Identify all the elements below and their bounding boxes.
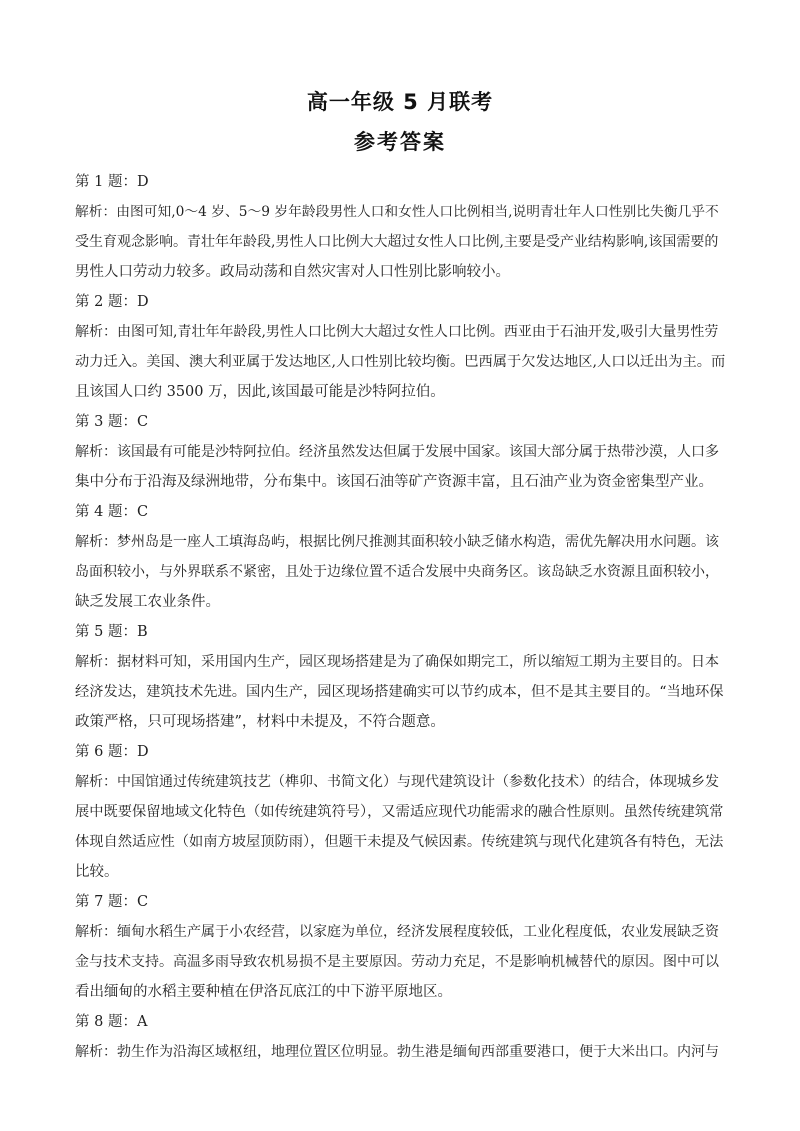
explanation-line: 经济发达，建筑技术先进。国内生产，园区现场搭建确实可以节约成本，但不是其主要目的。“当地环保 <box>75 684 724 700</box>
explanation-line: 男性人口劳动力较多。政局动荡和自然灾害对人口性别比影响较小。 <box>75 264 510 280</box>
explanation-line: 展中既要保留地域文化特色（如传统建筑符号），又需适应现代功能需求的融合性原则。虽然传统建筑常 <box>75 804 724 820</box>
explanation-line: 体现自然适应性（如南方坡屋顶防雨），但题干未提及气候因素。传统建筑与现代化建筑各有特色，无法 <box>75 834 724 850</box>
explanation-line: 解析：由图可知,青壮年年龄段,男性人口比例大大超过女性人口比例。西亚由于石油开发,吸引大量男性劳 <box>75 324 719 340</box>
answer-list <box>75 167 725 1067</box>
explanation-line: 动力迁入。美国、澳大利亚属于发达地区,人口性别比较均衡。巴西属于欠发达地区,人口以迁出为主。而 <box>75 354 725 370</box>
explanation-line: 看出缅甸的水稻主要种植在伊洛瓦底江的中下游平原地区。 <box>75 984 452 1000</box>
explanation-line: 解析：梦州岛是一座人工填海岛屿，根据比例尺推测其面积较小缺乏储水构造，需优先解决用水问题。该 <box>75 534 719 550</box>
explanation-line: 解析：据材料可知，采用国内生产，园区现场搭建是为了确保如期完工，所以缩短工期为主要目的。日本 <box>75 654 719 670</box>
explanation-line: 解析：勃生作为沿海区域枢纽，地理位置区位明显。勃生港是缅甸西部重要港口，便于大米出口。内河与 <box>75 1044 719 1060</box>
answer-item <box>75 407 725 497</box>
answer-item <box>75 497 725 617</box>
explanation-line: 比较。 <box>75 864 119 880</box>
answer-item <box>75 737 725 887</box>
explanation-line: 解析：由图可知,0～4 岁、5～9 岁年龄段男性人口和女性人口比例相当,说明青壮年人口性别比失衡几乎不 <box>75 204 719 220</box>
question-number: 第 1 题：D <box>75 174 149 190</box>
question-number: 第 8 题：A <box>75 1014 148 1030</box>
explanation-line: 解析：该国最有可能是沙特阿拉伯。经济虽然发达但属于发展中国家。该国大部分属于热带沙漠，人口多 <box>75 444 719 460</box>
explanation-line: 解析：缅甸水稻生产属于小农经营，以家庭为单位，经济发展程度较低，工业化程度低，农业发展缺乏资 <box>75 924 719 940</box>
page-subtitle: 参考答案 <box>354 130 446 154</box>
explanation-line: 政策严格，只可现场搭建”，材料中未提及，不符合题意。 <box>75 714 445 730</box>
answer-item <box>75 887 725 1007</box>
explanation-line: 岛面积较小，与外界联系不紧密，且处于边缘位置不适合发展中央商务区。该岛缺乏水资源且面积较小， <box>75 564 719 580</box>
answer-item <box>75 617 725 737</box>
question-number: 第 7 题：C <box>75 894 149 910</box>
explanation-line: 集中分布于沿海及绿洲地带，分布集中。该国石油等矿产资源丰富，且石油产业为资金密集型产业。 <box>75 474 713 490</box>
question-number: 第 5 题：B <box>75 624 148 640</box>
question-number: 第 4 题：C <box>75 504 149 520</box>
question-number: 第 2 题：D <box>75 294 149 310</box>
explanation-line: 金与技术支持。高温多雨导致农机易损不是主要原因。劳动力充足，不是影响机械替代的原因。图中可以 <box>75 954 719 970</box>
answer-item <box>75 287 725 407</box>
explanation-line: 受生育观念影响。青壮年年龄段,男性人口比例大大超过女性人口比例,主要是受产业结构影响,该国需要的 <box>75 234 719 250</box>
explanation-line: 解析：中国馆通过传统建筑技艺（榫卯、书简文化）与现代建筑设计（参数化技术）的结合，体现城乡发 <box>75 774 719 790</box>
answer-item <box>75 1007 725 1067</box>
page-title: 高一年级 5 月联考 <box>306 90 494 114</box>
explanation-line: 且该国人口约 3500 万，因此,该国最可能是沙特阿拉伯。 <box>75 384 445 400</box>
answer-item <box>75 167 725 287</box>
explanation-line: 缺乏发展工农业条件。 <box>75 594 220 610</box>
question-number: 第 6 题：D <box>75 744 149 760</box>
question-number: 第 3 题：C <box>75 414 149 430</box>
